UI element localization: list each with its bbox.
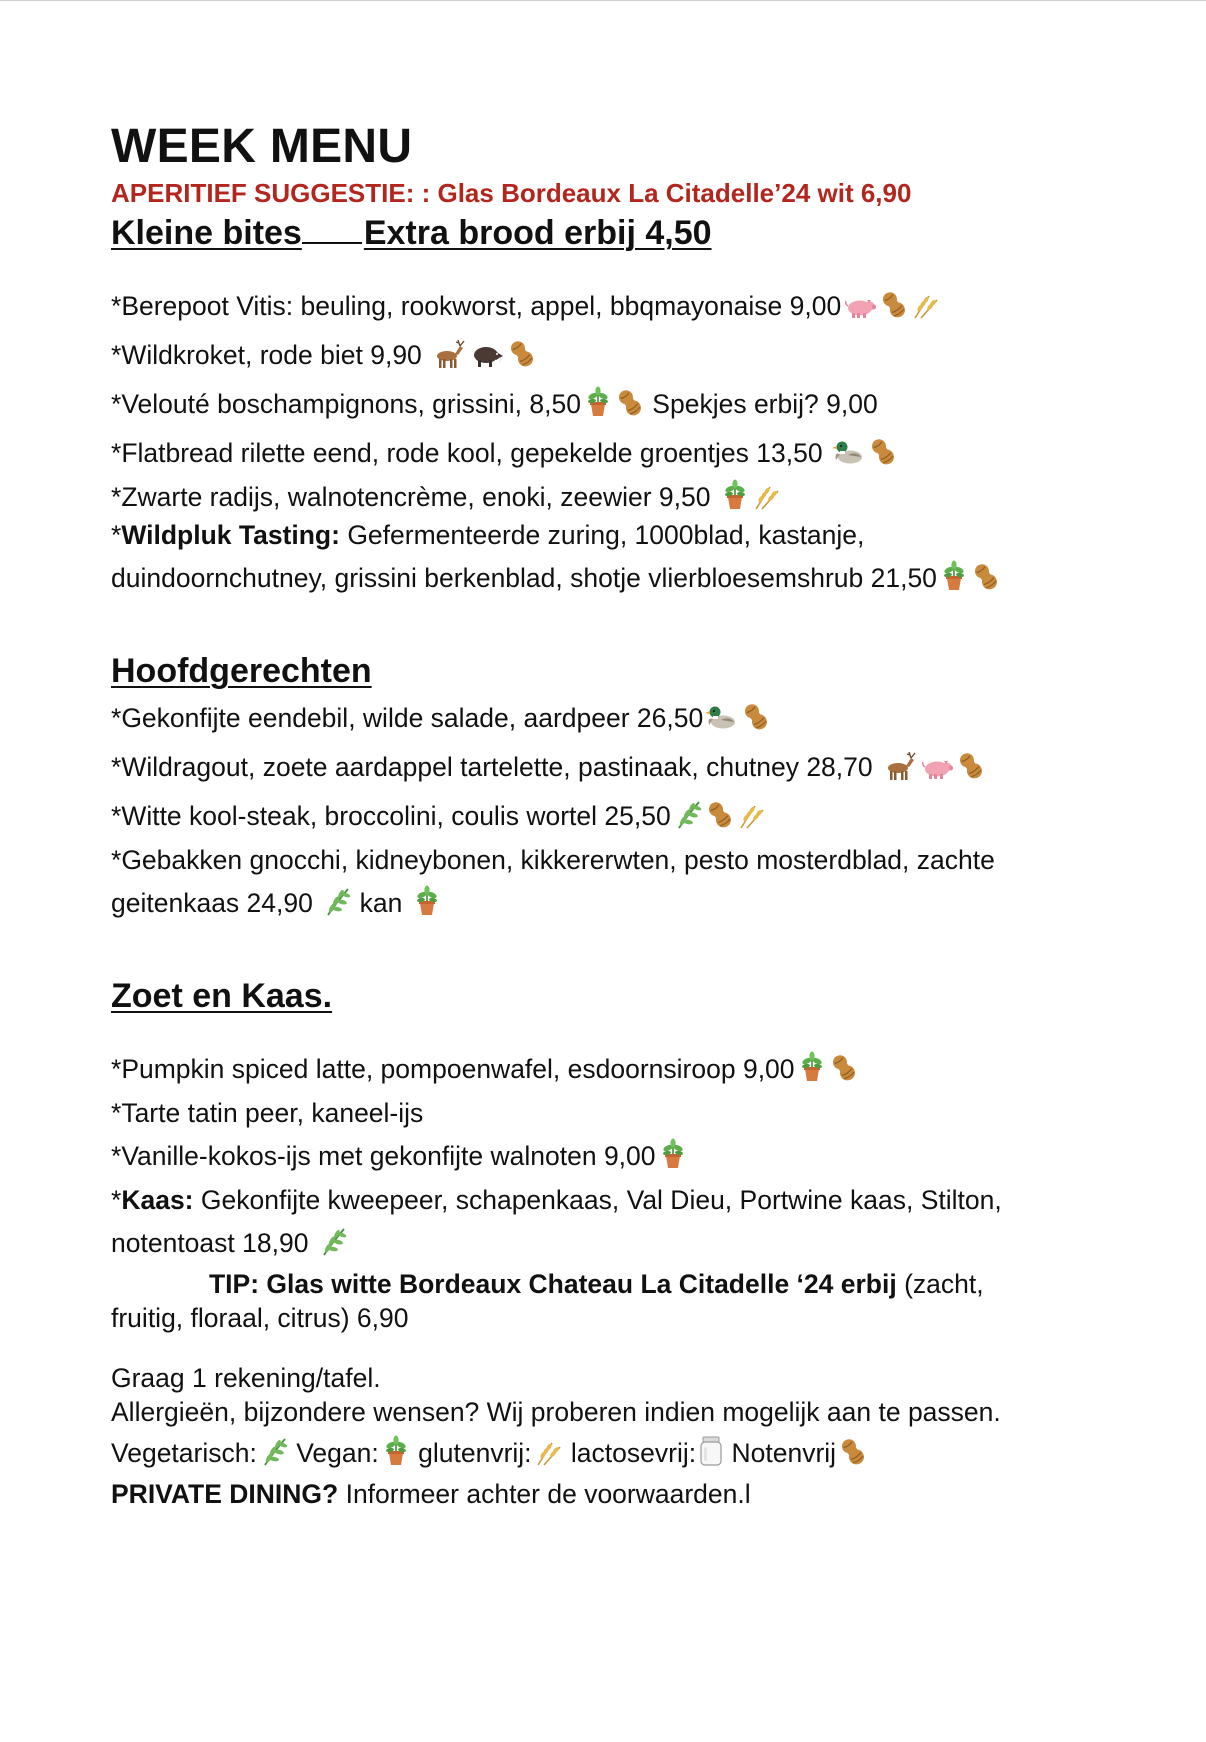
menu-item-text: *Tarte tatin peer, kaneel-ijs — [111, 1098, 424, 1128]
kleine-bites-list — [111, 282, 1121, 516]
herb-icon — [318, 1225, 348, 1257]
herb-icon — [673, 798, 703, 830]
pig-icon — [843, 294, 877, 320]
peanut-icon — [705, 800, 735, 830]
duck-icon — [705, 702, 739, 732]
menu-item-text: *Vanille-kokos-ijs met gekonfijte walnoten 9,00 — [111, 1141, 656, 1171]
peanut-icon — [615, 388, 645, 418]
kaas-item: *Kaas: Gekonfijte kweepeer, schapenkaas, Val Dieu, Portwine kaas, Stilton, notentoast 18,90 — [111, 1185, 1002, 1258]
menu-page — [111, 118, 1121, 1511]
menu-item-extra: Spekjes erbij? 9,00 — [644, 389, 878, 419]
aperitief-suggestion: APERITIEF SUGGESTIE: : Glas Bordeaux La Citadelle’24 wit 6,90 — [111, 178, 912, 208]
menu-item-text: *Gekonfijte eendebil, wilde salade, aardpeer 26,50 — [111, 703, 704, 733]
menu-item — [111, 478, 1121, 516]
potted-plant-icon — [797, 1051, 827, 1083]
footer-rekening: Graag 1 rekening/tafel. — [111, 1363, 381, 1393]
menu-item — [111, 743, 1121, 792]
deer-icon — [431, 339, 467, 369]
wildpluk-tasting-item: *Wildpluk Tasting: Gefermenteerde zuring, 1000blad, kastanje, duindoornchutney, grissini berkenblad, shotje vlierbloesemshrub 21,50 — [111, 516, 1121, 602]
peanut-icon — [507, 339, 537, 369]
menu-item-text: *Zwarte radijs, walnotencrème, enoki, zeewier 9,50 — [111, 482, 718, 512]
section-hoofdgerechten: Hoofdgerechten — [111, 652, 372, 690]
kleine-bites-heading: Kleine bites — [111, 214, 302, 252]
menu-item — [111, 694, 1121, 743]
wheat-icon — [534, 1437, 564, 1467]
wine-tip: TIP: Glas witte Bordeaux Chateau La Citadelle ‘24 erbij (zacht, fruitig, floraal, citrus) 6,90 — [111, 1269, 984, 1333]
menu-item-text: *Berepoot Vitis: beuling, rookworst, appel, bbqmayonaise 9,00 — [111, 291, 842, 321]
menu-item — [111, 1045, 1121, 1094]
potted-plant-icon — [583, 386, 613, 418]
menu-item — [111, 1132, 1121, 1181]
dietary-legend: Vegetarisch: Vegan: glutenvrij: lactosevrij: Notenvrij — [111, 1429, 1121, 1477]
menu-item — [111, 429, 1121, 478]
peanut-icon — [829, 1053, 859, 1083]
potted-plant-icon — [412, 885, 442, 917]
peanut-icon — [741, 702, 771, 732]
milk-jar-icon — [698, 1435, 724, 1467]
section-kleine-bites — [111, 210, 1121, 256]
potted-plant-icon — [381, 1435, 411, 1467]
menu-item-text: *Wildkroket, rode biet 9,90 — [111, 340, 430, 370]
duck-icon — [832, 437, 866, 467]
potted-plant-icon — [720, 479, 750, 511]
section-zoet-en-kaas: Zoet en Kaas. — [111, 977, 333, 1015]
menu-item — [111, 792, 1121, 841]
peanut-icon — [838, 1437, 868, 1467]
menu-item — [111, 380, 1121, 429]
footer-allergie: Allergieën, bijzondere wensen? Wij proberen indien mogelijk aan te passen. — [111, 1397, 1001, 1427]
hoofdgerechten-list — [111, 694, 1121, 841]
wheat-icon — [752, 481, 782, 511]
wheat-icon — [737, 800, 767, 830]
potted-plant-icon — [939, 560, 969, 592]
peanut-icon — [868, 437, 898, 467]
menu-item-text: *Velouté boschampignons, grissini, 8,50 — [111, 389, 581, 419]
private-dining: PRIVATE DINING? Informeer achter de voorwaarden.l — [111, 1479, 751, 1509]
menu-item-text: *Pumpkin spiced latte, pompoenwafel, esdoornsiroop 9,00 — [111, 1054, 795, 1084]
top-border — [0, 0, 1206, 1]
herb-icon — [322, 885, 352, 917]
deer-icon — [882, 751, 918, 781]
peanut-icon — [971, 562, 1001, 592]
potted-plant-icon — [658, 1138, 688, 1170]
menu-item — [111, 282, 1121, 331]
pig-icon — [920, 755, 954, 781]
extra-brood-heading: Extra brood erbij 4,50 — [363, 214, 712, 252]
kaas-label: Kaas: — [121, 1185, 194, 1215]
wheat-icon — [911, 290, 941, 320]
menu-item-text: *Witte kool-steak, broccolini, coulis wortel 25,50 — [111, 801, 671, 831]
gnocchi-item: *Gebakken gnocchi, kidneybonen, kikkererwten, pesto mosterdblad, zachte geitenkaas 24,90 kan — [111, 845, 995, 918]
menu-item-text: *Wildragout, zoete aardappel tartelette, pastinaak, chutney 28,70 — [111, 752, 880, 782]
menu-item — [111, 1094, 1121, 1132]
tasting-label: Wildpluk Tasting: — [121, 520, 340, 550]
menu-item-text: *Flatbread rilette eend, rode kool, gepekelde groentjes 13,50 — [111, 438, 830, 468]
menu-item — [111, 331, 1121, 380]
page-title: WEEK MENU — [111, 120, 413, 173]
zoet-list — [111, 1045, 1121, 1181]
peanut-icon — [956, 751, 986, 781]
herb-icon — [259, 1435, 289, 1467]
boar-icon — [469, 339, 505, 369]
peanut-icon — [879, 290, 909, 320]
